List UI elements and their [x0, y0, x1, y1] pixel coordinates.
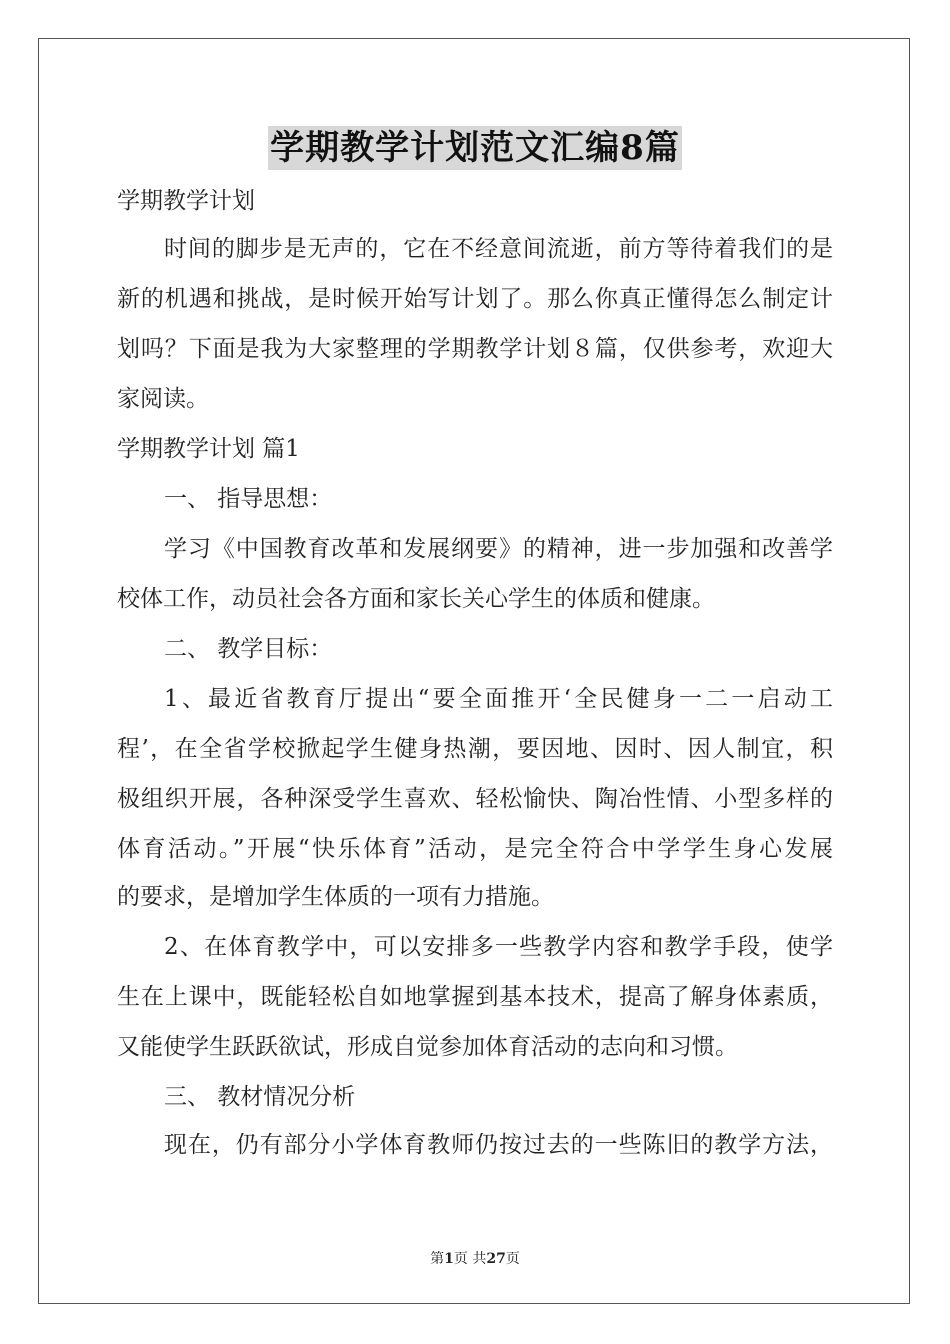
paragraph-line: 生在上课中，既能轻松自如地掌握到基本技术，提高了解身体素质， — [117, 984, 833, 1010]
paragraph-line: 程’，在全省学校掀起学生健身热潮，要因地、因时、因人制宜，积 — [117, 736, 833, 762]
footer-page-mid: 页 共 — [453, 1251, 487, 1267]
paragraph-line: 新的机遇和挑战，是时候开始写计划了。那么你真正懂得怎么制定计 — [117, 286, 833, 312]
title-container — [0, 126, 950, 170]
paragraph-line: 学习《中国教育改革和发展纲要》的精神，进一步加强和改善学 — [164, 536, 833, 562]
section-heading: 学期教学计划 篇1 — [117, 436, 300, 462]
paragraph-line: 时间的脚步是无声的，它在不经意间流逝，前方等待着我们的是 — [164, 236, 833, 262]
footer-page-suffix: 页 — [505, 1251, 520, 1267]
subsection-heading: 三、 教材情况分析 — [164, 1084, 356, 1110]
paragraph-line: 体育活动。”开展“快乐体育”活动，是完全符合中学学生身心发展 — [117, 836, 833, 862]
paragraph-line: 2、在体育教学中，可以安排多一些教学内容和教学手段，使学 — [164, 934, 833, 960]
paragraph-line: 划吗？下面是我为大家整理的学期教学计划８篇，仅供参考，欢迎大 — [117, 336, 833, 362]
paragraph-line: 的要求，是增加学生体质的一项有力措施。 — [117, 884, 554, 910]
footer-page-number: 1 — [444, 1251, 454, 1267]
subsection-heading: 二、 教学目标： — [164, 636, 333, 662]
page-border — [38, 38, 910, 1304]
paragraph-line: 现在，仍有部分小学体育教师仍按过去的一些陈旧的教学方法， — [164, 1132, 833, 1158]
paragraph-line: 家阅读。 — [117, 386, 209, 412]
paragraph-line: 1、最近省教育厅提出“要全面推开‘全民健身一二一启动工 — [164, 686, 833, 712]
subsection-heading: 一、 指导思想： — [164, 486, 333, 512]
section-heading: 学期教学计划 — [117, 188, 255, 214]
paragraph-line: 校体工作，动员社会各方面和家长关心学生的体质和健康。 — [117, 586, 715, 612]
footer-page-prefix: 第 — [430, 1251, 445, 1267]
document-title: 学期教学计划范文汇编8篇 — [270, 128, 680, 168]
paragraph-line: 又能使学生跃跃欲试，形成自觉参加体育活动的志向和习惯。 — [117, 1034, 738, 1060]
page-footer — [0, 1248, 950, 1268]
footer-total-pages: 27 — [486, 1251, 506, 1267]
paragraph-line: 极组织开展，各种深受学生喜欢、轻松愉快、陶冶性情、小型多样的 — [117, 786, 833, 812]
